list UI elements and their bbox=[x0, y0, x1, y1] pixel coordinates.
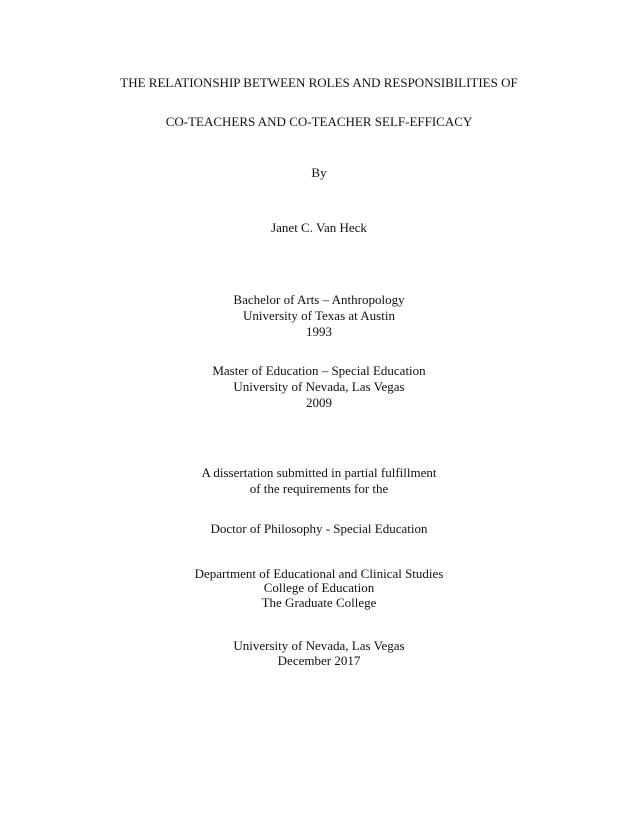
college-name: College of Education bbox=[263, 580, 375, 595]
master-institution: University of Nevada, Las Vegas bbox=[233, 379, 405, 394]
bachelor-year: 1993 bbox=[306, 324, 332, 339]
dissertation-statement-line-2: of the requirements for the bbox=[249, 481, 389, 496]
dissertation-title-line-2: CO-TEACHERS AND CO-TEACHER SELF-EFFICACY bbox=[165, 114, 473, 129]
university-name: University of Nevada, Las Vegas bbox=[233, 638, 405, 653]
submission-date: December 2017 bbox=[277, 653, 361, 668]
by-label: By bbox=[311, 165, 327, 180]
author-name: Janet C. Van Heck bbox=[271, 220, 367, 235]
master-degree: Master of Education – Special Education bbox=[212, 363, 426, 378]
dissertation-title-line-1: THE RELATIONSHIP BETWEEN ROLES AND RESPONSIBILITIES OF bbox=[120, 75, 518, 90]
graduate-college: The Graduate College bbox=[261, 595, 377, 610]
bachelor-degree: Bachelor of Arts – Anthropology bbox=[233, 292, 405, 307]
department-name: Department of Educational and Clinical Studies bbox=[194, 566, 444, 581]
master-year: 2009 bbox=[306, 395, 332, 410]
bachelor-institution: University of Texas at Austin bbox=[243, 308, 395, 323]
target-degree: Doctor of Philosophy - Special Education bbox=[210, 521, 428, 536]
dissertation-statement-line-1: A dissertation submitted in partial fulfillment bbox=[201, 465, 437, 480]
